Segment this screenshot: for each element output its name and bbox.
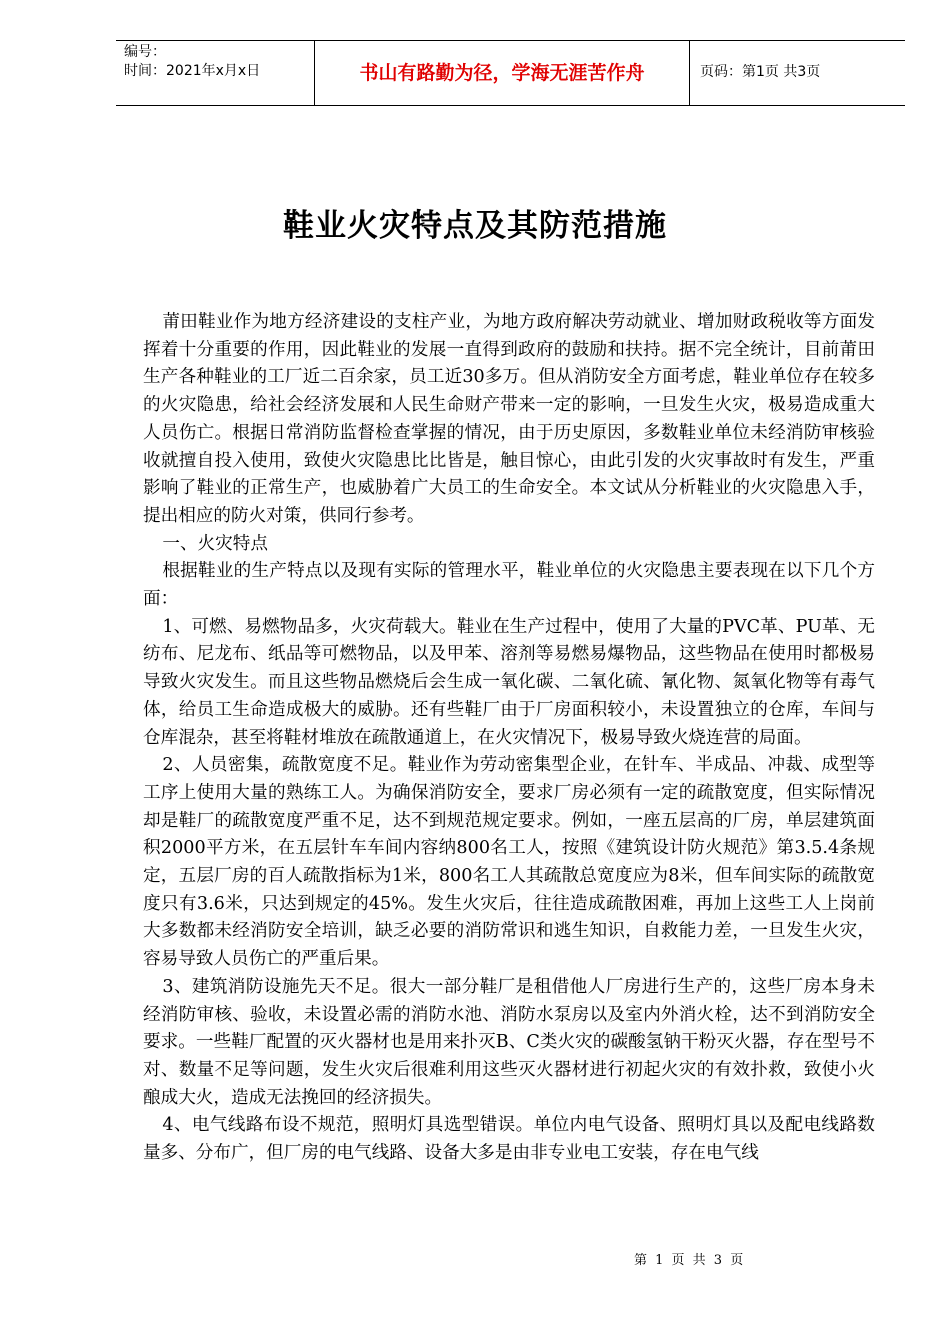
serial-number-label: 编号： [124, 44, 166, 60]
paragraph-point-1: 1、可燃、易燃物品多，火灾荷载大。鞋业在生产过程中，使用了大量的PVC革、PU革、无纺布、尼龙布、纸品等可燃物品，以及甲苯、溶剂等易燃易爆物品，这些物品在使用时都极易导致火灾发生。而且这些物品燃烧后会生成一氧化碳、二氧化硫、氰化物、氮氧化物等有毒气体，给员工生命造成极大的威胁。还有些鞋厂由于厂房面积较小，未设置独立的仓库，车间与仓库混杂，甚至将鞋材堆放在疏散通道上，在火灾情况下，极易导致火烧连营的局面。 [143, 616, 875, 748]
paragraph-point-2: 2、人员密集，疏散宽度不足。鞋业作为劳动密集型企业，在针车、半成品、冲裁、成型等工序上使用大量的熟练工人。为确保消防安全，要求厂房必须有一定的疏散宽度，但实际情况却是鞋厂的疏散宽度严重不足，达不到规范规定要求。例如，一座五层高的厂房，单层建筑面积2000平方米，在五层针车车间内容纳800名工人，按照《建筑设计防火规范》第3.5.4条规定，五层厂房的百人疏散指标为1米，800名工人其疏散总宽度应为8米，但车间实际的疏散宽度只有3.6米，只达到规定的45%。发生火灾后，往往造成疏散困难，再加上这些工人上岗前大多数都未经消防安全培训，缺乏必要的消防常识和逃生知识，自救能力差，一旦发生火灾，容易导致人员伤亡的严重后果。 [143, 755, 875, 970]
document-body [143, 309, 875, 1168]
paragraph-point-3: 3、建筑消防设施先天不足。很大一部分鞋厂是租借他人厂房进行生产的，这些厂房本身未经消防审核、验收，未设置必需的消防水池、消防水泵房以及室内外消火栓，达不到消防安全要求。一些鞋厂配置的灭火器材也是用来扑灭B、C类火灾的碳酸氢钠干粉灭火器，存在型号不对、数量不足等问题，发生火灾后很难利用这些灭火器材进行初起火灾的有效扑救，致使小火酿成大火，造成无法挽回的经济损失。 [143, 976, 875, 1108]
time-label: 时间：2021年x月x日 [124, 63, 261, 79]
page-footer: 第 1 页 共 3 页 [634, 1253, 746, 1268]
paragraph-overview: 根据鞋业的生产特点以及现有实际的管理水平，鞋业单位的火灾隐患主要表现在以下几个方面： [143, 561, 875, 610]
header-page-info: 页码：第1页 共3页 [700, 64, 821, 80]
header-motto: 书山有路勤为径，学海无涯苦作舟 [315, 41, 690, 105]
paragraph-intro: 莆田鞋业作为地方经济建设的支柱产业，为地方政府解决劳动就业、增加财政税收等方面发挥着十分重要的作用，因此鞋业的发展一直得到政府的鼓励和扶持。据不完全统计，目前莆田生产各种鞋业的工厂近二百余家，员工近30多万。但从消防安全方面考虑，鞋业单位存在较多的火灾隐患，给社会经济发展和人民生命财产带来一定的影响，一旦发生火灾，极易造成重大人员伤亡。根据日常消防监督检查掌握的情况，由于历史原因，多数鞋业单位未经消防审核验收就擅自投入使用，致使火灾隐患比比皆是，触目惊心，由此引发的火灾事故时有发生，严重影响了鞋业的正常生产，也威胁着广大员工的生命安全。本文试从分析鞋业的火灾隐患入手，提出相应的防火对策，供同行参考。 [143, 312, 875, 526]
header-table [116, 40, 905, 106]
header-meta [116, 41, 315, 105]
document-title: 鞋业火灾特点及其防范措施 [283, 208, 667, 244]
paragraph-point-4: 4、电气线路布设不规范，照明灯具选型错误。单位内电气设备、照明灯具以及配电线路数量多、分布广，但厂房的电气线路、设备大多是由非专业电工安装，存在电气线 [143, 1115, 875, 1164]
section-heading-fire-features: 一、火灾特点 [162, 533, 268, 554]
